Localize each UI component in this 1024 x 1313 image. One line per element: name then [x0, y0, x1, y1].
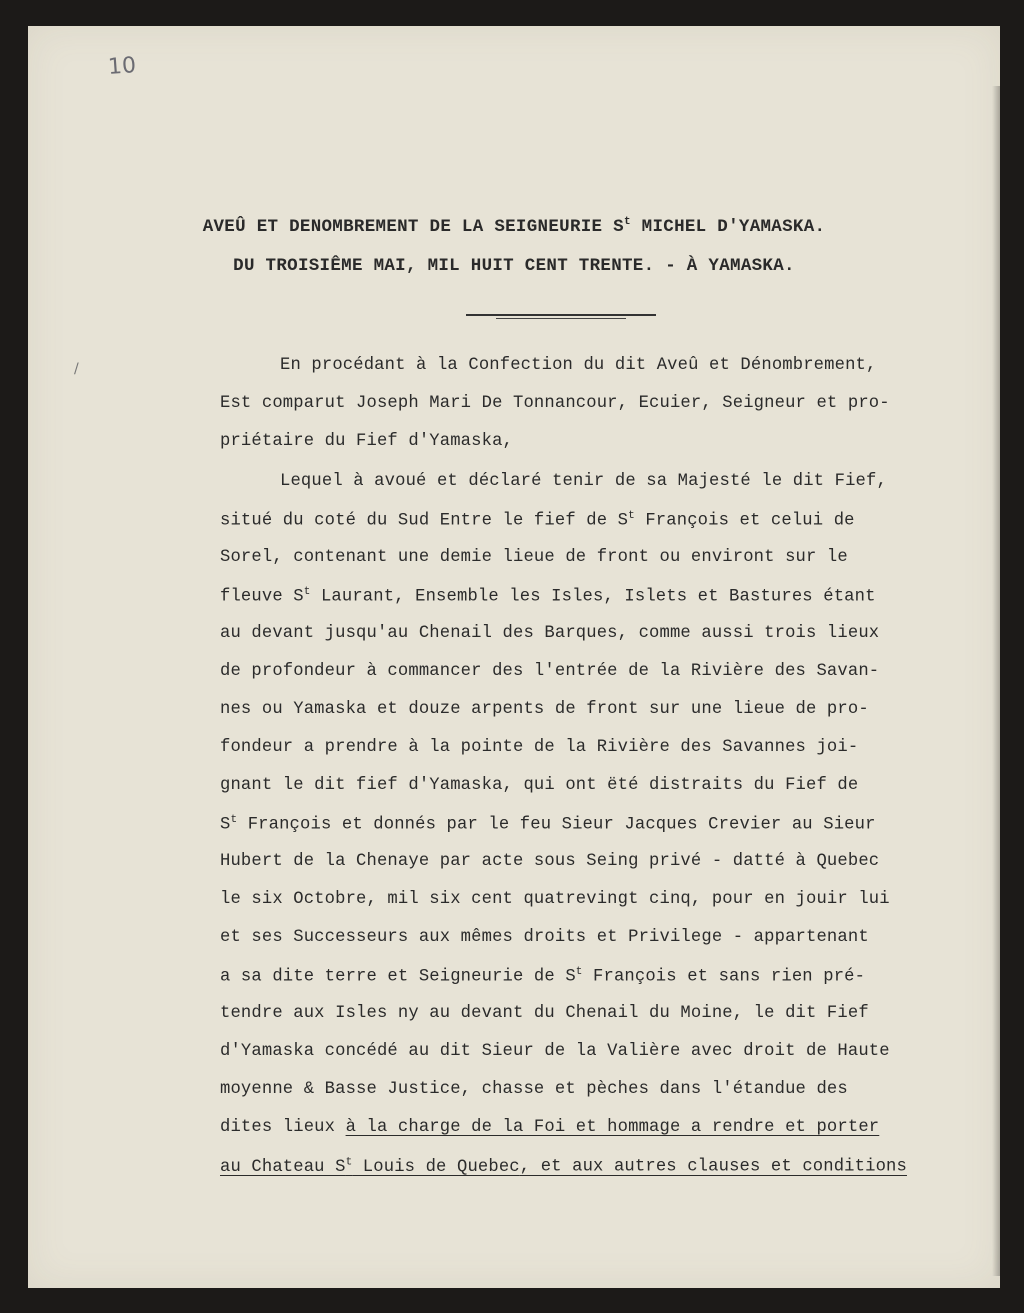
text-line: fondeur a prendre à la pointe de la Rivière des Savannes joi- — [220, 738, 859, 757]
text-line: priétaire du Fief d'Yamaska, — [220, 432, 513, 451]
text-line: au devant jusqu'au Chenail des Barques, comme aussi trois lieux — [220, 624, 880, 643]
document-title-line2: DU TROISIÊME MAI, MIL HUIT CENT TRENTE. - À YAMASKA. — [233, 256, 795, 276]
text-line: En procédant à la Confection du dit Aveû et Dénombrement, — [280, 356, 877, 375]
page-edge-shadow — [992, 86, 1000, 1276]
text-line: situé du coté du Sud Entre le fief de $S^t$ François et celui de — [220, 510, 855, 531]
text-line: et ses Successeurs aux mêmes droits et Privilege - appartenant — [220, 928, 869, 947]
text-line: Lequel à avoué et déclaré tenir de sa Majesté le dit Fief, — [280, 472, 887, 491]
text-line: tendre aux Isles ny au devant du Chenail du Moine, le dit Fief — [220, 1004, 869, 1023]
text-line: Sorel, contenant une demie lieue de front ou environt sur le — [220, 548, 848, 567]
text-line: d'Yamaska concédé au dit Sieur de la Valière avec droit de Haute — [220, 1042, 890, 1061]
margin-mark: / — [74, 361, 79, 377]
text-line: Hubert de la Chenaye par acte sous Seing privé - datté à Quebec — [220, 852, 880, 871]
underlined-text: , et aux autres clauses et conditions — [519, 1157, 907, 1177]
document-page — [28, 26, 1000, 1288]
text-line: dites lieux à la charge de la Foi et hommage a rendre et porter — [220, 1118, 880, 1137]
text-line: Est comparut Joseph Mari De Tonnancour, Ecuier, Seigneur et pro- — [220, 394, 890, 413]
text-line: $S^t$ François et donnés par le feu Sieur Jacques Crevier au Sieur — [220, 814, 876, 835]
text-line: le six Octobre, mil six cent quatrevingt cinq, pour en jouir lui — [220, 890, 890, 909]
text-line: moyenne & Basse Justice, chasse et pèches dans l'étandue des — [220, 1080, 848, 1099]
title-divider-inner — [496, 318, 626, 319]
text-line: a sa dite terre et Seigneurie de $S^t$ François et sans rien pré- — [220, 966, 866, 987]
text-line: nes ou Yamaska et douze arpents de front sur une lieue de pro- — [220, 700, 869, 719]
underlined-text: au Chateau $S^t$ Louis de Quebec — [220, 1156, 520, 1177]
text-line: gnant le dit fief d'Yamaska, qui ont ëté distraits du Fief de — [220, 776, 859, 795]
text-line — [220, 1156, 907, 1177]
document-title-line1: AVEÛ ET DENOMBREMENT DE LA SEIGNEURIE $S^t$ MICHEL D'YAMASKA. — [202, 216, 826, 237]
text-line: fleuve $S^t$ Laurant, Ensemble les Isles, Islets et Bastures étant — [220, 586, 876, 607]
title-divider — [466, 314, 656, 316]
underlined-text: à la charge de la Foi et hommage a rendre et porter — [345, 1118, 880, 1137]
page-number: 10 — [107, 53, 137, 80]
text-line: de profondeur à commancer des l'entrée de la Rivière des Savan- — [220, 662, 880, 681]
